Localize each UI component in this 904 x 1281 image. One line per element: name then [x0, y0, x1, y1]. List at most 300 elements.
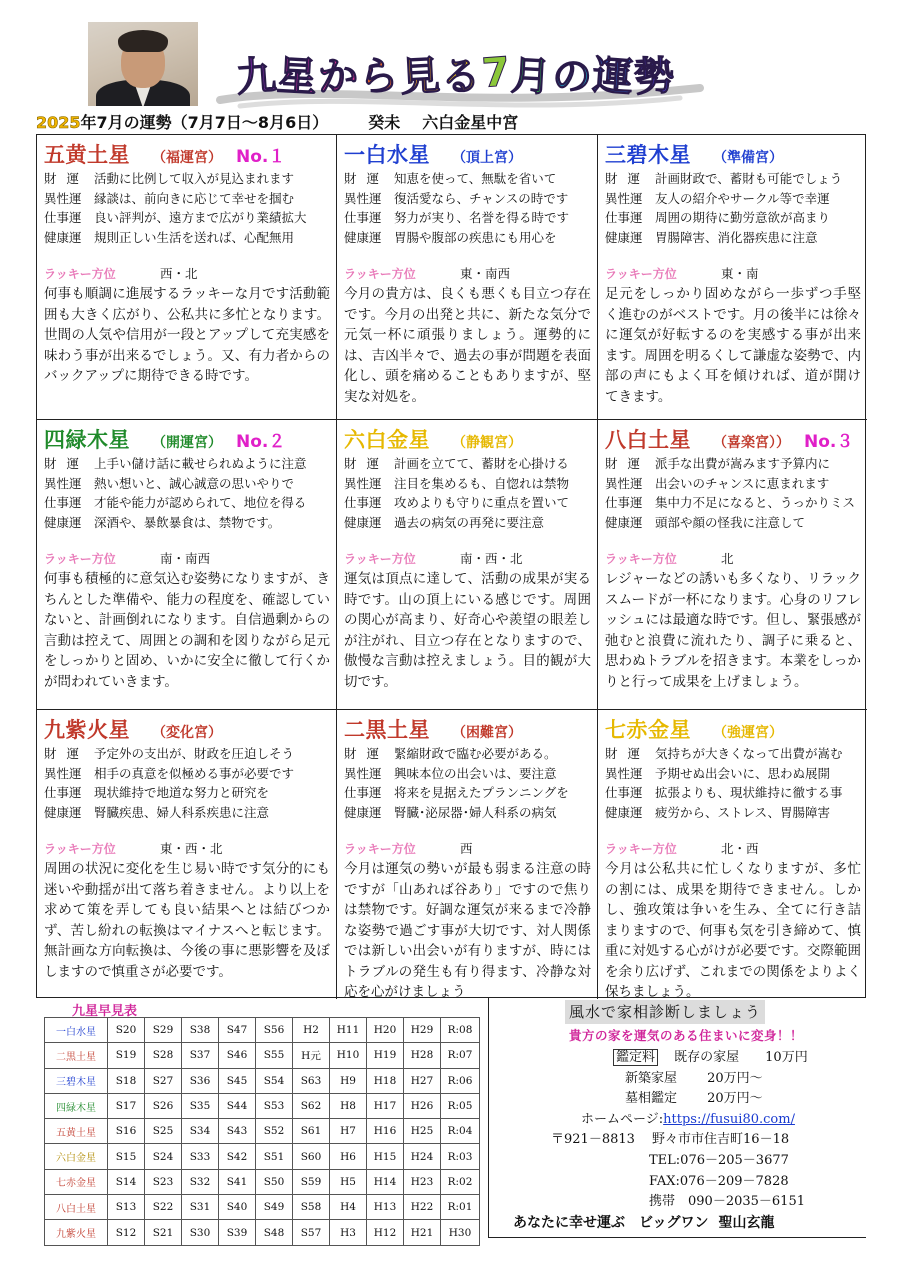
table-cell: H24	[404, 1144, 441, 1169]
fortune-value: 計画財政で、蓄財も可能でしょう	[655, 171, 843, 186]
table-cell: S57	[293, 1220, 330, 1245]
fortune-line	[44, 764, 330, 784]
fortune-line	[605, 189, 861, 209]
table-cell: S59	[293, 1169, 330, 1194]
fortune-value: 頭部や顔の怪我に注意して	[655, 514, 806, 530]
fortune-line	[44, 744, 330, 764]
fortune-value: 計画を立てて、蓄財を心掛ける	[394, 456, 569, 471]
advert-footer	[513, 1212, 774, 1232]
table-cell: S60	[293, 1144, 330, 1169]
table-star-name: 六白金星	[45, 1144, 108, 1169]
table-row	[45, 1068, 480, 1093]
fortune-key: 異性運	[44, 475, 82, 491]
lucky-direction-label: ラッキー方位	[44, 842, 116, 856]
fortune-value: 良い評判が、遠方まで広がり業績拡大	[94, 210, 307, 225]
fortune-value: 周囲の期待に勤労意欲が高まり	[655, 210, 831, 225]
fortune-key: 健康運	[605, 804, 643, 820]
table-cell: H27	[404, 1068, 441, 1093]
fortune-value: 胃腸障害、消化器疾患に注意	[655, 229, 818, 245]
fortune-value: 予定外の支出が、財政を圧迫しそう	[94, 746, 295, 761]
lucky-direction-label: ラッキー方位	[344, 842, 416, 856]
table-cell: H6	[330, 1144, 367, 1169]
title-char: 7	[480, 49, 513, 97]
table-cell: R:06	[441, 1068, 480, 1093]
table-cell: H21	[404, 1220, 441, 1245]
table-star-name: 一白水星	[45, 1018, 108, 1043]
title-char: る	[440, 52, 483, 101]
advert-box	[488, 998, 866, 1238]
table-cell: H26	[404, 1093, 441, 1118]
star-cell	[598, 135, 867, 420]
table-cell: S46	[219, 1043, 256, 1068]
table-cell: R:03	[441, 1144, 480, 1169]
table-cell: S63	[293, 1068, 330, 1093]
quick-table-title: 九星早見表	[72, 1004, 138, 1019]
table-cell: H11	[330, 1018, 367, 1043]
table-cell: R:04	[441, 1119, 480, 1144]
table-cell: H5	[330, 1169, 367, 1194]
table-star-name: 七赤金星	[45, 1169, 108, 1194]
fortune-key: 仕事運	[44, 495, 82, 510]
fortune-value: 攻めよりも守りに重点を置いて	[394, 495, 570, 510]
fortune-key: 異性運	[605, 765, 643, 781]
table-row	[45, 1043, 480, 1068]
star-description: 運気は頂点に達して、活動の成果が実る時です。山の頂上にいる感じです。周囲の関心が高まり、好奇心や羨望の眼差しが注がれ、目立つ存在となりますので、傲慢な言動は控えましょう。目的観が大切です。	[344, 571, 591, 690]
fortune-grid	[36, 134, 866, 998]
homepage-label: ホームページ:	[581, 1112, 664, 1127]
table-cell: H10	[330, 1043, 367, 1068]
fortune-value: 将来を見据えたプランニングを	[394, 785, 569, 800]
star-description: 今月は公私共に忙しくなりますが、多忙の割には、成果を期待できません。しかし、強攻策は争いを生み、全てに行き詰まりますので、何事も気を引き締めて、慎重に対処する心がけが必要です。交際範囲を余り広げず、これまでの関係をよりよく保ちましょう。	[605, 861, 861, 999]
table-star-name: 三碧木星	[45, 1068, 108, 1093]
subtitle-period: 年7月の運勢（7月7日～8月6日）	[80, 113, 329, 132]
fortune-key: 異性運	[344, 475, 382, 491]
fortune-value: 胃腸や腹部の疾患にも用心を	[394, 229, 557, 245]
fortune-key: 財運	[605, 746, 651, 761]
table-cell: S43	[219, 1119, 256, 1144]
fortune-key: 仕事運	[605, 495, 643, 510]
fax: FAX:076－209－7828	[649, 1174, 789, 1189]
table-cell: R:05	[441, 1093, 480, 1118]
star-cell	[37, 710, 337, 999]
lucky-direction-row	[344, 264, 591, 284]
fortune-key: 財運	[344, 171, 390, 186]
quick-table	[44, 1017, 480, 1246]
star-header	[344, 714, 591, 744]
address: 〒921－8813 野々市市住吉町16－18	[551, 1132, 790, 1147]
fortune-value: 腎臓疾患、婦人科系疾患に注意	[94, 804, 270, 820]
table-cell: H23	[404, 1169, 441, 1194]
table-cell: S61	[293, 1119, 330, 1144]
fortune-key: 健康運	[44, 514, 82, 530]
table-cell: S52	[256, 1119, 293, 1144]
subtitle-bar	[36, 110, 866, 134]
star-name: 九紫火星	[44, 718, 130, 742]
lucky-direction-row	[605, 264, 861, 284]
fortune-line	[344, 228, 591, 248]
table-cell: S41	[219, 1169, 256, 1194]
table-cell: S19	[108, 1043, 145, 1068]
table-cell: S18	[108, 1068, 145, 1093]
table-cell: S53	[256, 1093, 293, 1118]
fortune-value: 復活愛なら、チャンスの時です	[394, 190, 569, 206]
fortune-value: 活動に比例して収入が見込まれます	[94, 171, 295, 186]
fortune-line	[605, 783, 861, 803]
table-cell: H29	[404, 1018, 441, 1043]
table-cell: S62	[293, 1093, 330, 1118]
star-header	[44, 714, 330, 744]
fortune-key: 仕事運	[344, 785, 382, 800]
fortune-line	[44, 228, 330, 248]
lucky-direction-row	[605, 549, 861, 569]
star-palace: （頂上宮）	[452, 150, 522, 166]
fortune-line	[605, 454, 861, 474]
fortune-line	[44, 169, 330, 189]
fortune-value: 集中力不足になると、うっかりミス	[655, 495, 856, 510]
fee-row-existing	[613, 1046, 808, 1065]
table-cell: S49	[256, 1195, 293, 1220]
tel: TEL:076－205－3677	[649, 1153, 789, 1168]
table-cell: H18	[367, 1068, 404, 1093]
fortune-key: 仕事運	[605, 785, 643, 800]
fortune-line	[344, 208, 591, 228]
fortune-key: 仕事運	[605, 210, 643, 225]
table-cell: S35	[182, 1093, 219, 1118]
star-description: 今月の貴方は、良くも悪くも目立つ存在です。今月の出発と共に、新たな気分で元気一杯に頑張りましょう。運勢的には、吉凶半々で、過去の事が問題を表面化し、頭を痛めることもありますが、堅実な対処を。	[344, 286, 591, 405]
fortune-key: 健康運	[44, 229, 82, 245]
fortune-key: 仕事運	[44, 785, 82, 800]
fortune-value: 疲労から、ストレス、胃腸障害	[655, 804, 831, 820]
lucky-direction-label: ラッキー方位	[344, 267, 416, 281]
lucky-direction-row	[344, 549, 591, 569]
fortune-value: 過去の病気の再発に要注意	[394, 514, 545, 530]
table-cell: H30	[441, 1220, 480, 1245]
table-cell: H22	[404, 1195, 441, 1220]
table-cell: S26	[145, 1093, 182, 1118]
lucky-direction-row	[44, 264, 330, 284]
star-name: 六白金星	[344, 428, 430, 452]
star-description: 今月は運気の勢いが最も弱まる注意の時ですが「山あれば谷あり」ですので焦りは禁物です。好調な運気が来るまで冷静な姿勢で過ごす事が大切です、対人関係では新しい出会いが有りますが、時にはトラブルの発生も有り得ます、冷静な対応を心がけましょう	[344, 861, 591, 999]
fortune-value: 深酒や、暴飲暴食は、禁物です。	[94, 514, 281, 530]
title-char: か	[317, 52, 360, 101]
fortune-value: 注目を集めるも、自惚れは禁物	[394, 475, 570, 491]
star-name: 八白土星	[605, 428, 691, 452]
fortune-value: 規則正しい生活を送れば、心配無用	[94, 229, 295, 245]
table-cell: S48	[256, 1220, 293, 1245]
table-cell: H2	[293, 1018, 330, 1043]
lucky-direction-row	[605, 839, 861, 859]
table-cell: H8	[330, 1093, 367, 1118]
table-cell: S23	[145, 1169, 182, 1194]
star-cell	[37, 420, 337, 710]
fortune-key: 健康運	[605, 229, 643, 245]
star-name: 三碧木星	[605, 143, 691, 167]
fortune-value: 友人の紹介やサークル等で幸運	[655, 190, 830, 206]
star-name: 四緑木星	[44, 428, 130, 452]
advert-slogan: 貴方の家を運気のある住まいに変身！！	[569, 1028, 804, 1043]
subtitle-year: 2025	[36, 113, 81, 132]
fortune-key: 仕事運	[344, 495, 382, 510]
table-cell: S17	[108, 1093, 145, 1118]
star-name: 五黄土星	[44, 143, 130, 167]
fortune-value: 熱い想いと、誠心誠意の思いやりで	[94, 475, 295, 491]
fortune-value: 努力が実り、名誉を得る時です	[394, 210, 570, 225]
fortune-value: 派手な出費が嵩みます予算内に	[655, 456, 831, 471]
title-char: 九	[234, 52, 279, 101]
star-rank: No.１	[236, 147, 286, 167]
fee-grave: 墓相鑑定 20万円～	[625, 1091, 763, 1106]
table-cell: S56	[256, 1018, 293, 1043]
lucky-direction-label: ラッキー方位	[605, 267, 677, 281]
fortune-value: 知恵を使って、無駄を省いて	[394, 171, 557, 186]
table-cell: R:01	[441, 1195, 480, 1220]
star-header	[605, 714, 861, 744]
fortune-line	[344, 474, 591, 494]
title-char: 月	[509, 52, 553, 101]
fortune-value: 興味本位の出会いは、要注意	[394, 765, 557, 781]
table-cell: S15	[108, 1144, 145, 1169]
star-name: 七赤金星	[605, 718, 691, 742]
table-row	[45, 1018, 480, 1043]
table-cell: S39	[219, 1220, 256, 1245]
table-row	[45, 1220, 480, 1245]
star-cell	[337, 135, 598, 420]
fortune-line	[44, 474, 330, 494]
fee-existing: 既存の家屋 10万円	[674, 1050, 808, 1065]
star-description: 足元をしっかり固めながら一歩ずつ手堅く進むのがベストです。月の後半には徐々に運気が好転するのを実感する事が出来ます。周囲を明るくして謙虚な姿勢で、内部の声にもよく耳を傾ければ、道が開けてきます。	[605, 286, 861, 405]
fortune-line	[344, 764, 591, 784]
table-cell: S36	[182, 1068, 219, 1093]
fortune-key: 財運	[344, 456, 390, 471]
fortune-line	[605, 764, 861, 784]
fortune-key: 財運	[344, 746, 390, 761]
table-cell: S37	[182, 1043, 219, 1068]
table-cell: H14	[367, 1169, 404, 1194]
table-cell: H9	[330, 1068, 367, 1093]
star-palace: （困難宮）	[452, 725, 522, 741]
footer-name: 聖山玄龍	[718, 1215, 775, 1231]
star-rank: No.３	[804, 432, 854, 452]
fortune-key: 健康運	[605, 514, 643, 530]
fortune-key: 健康運	[44, 804, 82, 820]
table-cell: H20	[367, 1018, 404, 1043]
fortune-line	[44, 454, 330, 474]
table-cell: H19	[367, 1043, 404, 1068]
fortune-line	[344, 493, 591, 513]
table-star-name: 二黒土星	[45, 1043, 108, 1068]
table-cell: H13	[367, 1195, 404, 1220]
title-char: 勢	[632, 52, 677, 101]
star-palace: （喜楽宮））	[713, 435, 790, 451]
fee-label: 鑑定料	[613, 1049, 658, 1066]
lucky-direction-label: ラッキー方位	[344, 552, 416, 566]
table-cell: S21	[145, 1220, 182, 1245]
star-description: 何事も順調に進展するラッキーな月です活動範囲も大きく広がり、公私共に多忙となります。世間の人気や信用が一段とアップして充実感を味わう事が出来るでしょう。又、有力者からのバックアップに期待できる時です。	[44, 286, 330, 384]
table-cell: S14	[108, 1169, 145, 1194]
fortune-line	[605, 493, 861, 513]
table-cell: S27	[145, 1068, 182, 1093]
fortune-key: 異性運	[44, 765, 82, 781]
fortune-key: 異性運	[605, 190, 643, 206]
page-title	[236, 40, 716, 106]
fortune-value: 出会いのチャンスに恵まれます	[655, 475, 830, 491]
lucky-direction-value: 北・西	[721, 841, 759, 856]
table-star-name: 四緑木星	[45, 1093, 108, 1118]
fortune-key: 健康運	[344, 229, 382, 245]
title-char: 星	[275, 52, 319, 101]
homepage-row	[581, 1108, 795, 1127]
subtitle-center-star: 六白金星中宮	[422, 113, 519, 132]
subtitle-kanshi: 癸未	[368, 113, 401, 132]
table-cell: S54	[256, 1068, 293, 1093]
fortune-line	[44, 783, 330, 803]
fortune-line	[605, 513, 861, 533]
lucky-direction-row	[344, 839, 591, 859]
title-char: 見	[399, 52, 443, 101]
table-cell: S31	[182, 1195, 219, 1220]
fortune-key: 異性運	[605, 475, 643, 491]
star-cell	[598, 710, 867, 999]
fortune-line	[44, 493, 330, 513]
fortune-line	[44, 513, 330, 533]
fortune-line	[344, 744, 591, 764]
star-header	[44, 424, 330, 454]
table-cell: S16	[108, 1119, 145, 1144]
fortune-line	[344, 454, 591, 474]
table-cell: S28	[145, 1043, 182, 1068]
title-char: の	[551, 52, 594, 101]
table-cell: S24	[145, 1144, 182, 1169]
advert-headline: 風水で家相診断しましょう	[565, 1000, 765, 1024]
title-char: ら	[357, 52, 402, 101]
table-star-name: 五黄土星	[45, 1119, 108, 1144]
star-palace: （準備宮）	[713, 150, 783, 166]
lucky-direction-value: 東・西・北	[160, 841, 223, 856]
table-cell: S20	[108, 1018, 145, 1043]
table-row	[45, 1169, 480, 1194]
table-row	[45, 1195, 480, 1220]
table-cell: S47	[219, 1018, 256, 1043]
star-description: 周囲の状況に変化を生じ易い時です気分的にも迷いや動揺が出て落ち着きません。より以上を求めて策を弄しても良い結果へとは結びつかず、苦し紛れの転換はマイナスへと転じます。無計画な方向転換は、今後の事に悪影響を及ぼしますので慎重さが必要です。	[44, 861, 330, 980]
table-cell: S58	[293, 1195, 330, 1220]
fortune-key: 財運	[605, 456, 651, 471]
table-cell: S13	[108, 1195, 145, 1220]
table-row	[45, 1093, 480, 1118]
star-description: 何事も積極的に意気込む姿勢になりますが、きちんとした準備や、能力の程度を、確認していないと、計画倒れになります。自信過剰からの言動は控えて、周囲との調和を図りながら足元をしっかりと固め、いかに安全に徹して行くかが問われていきます。	[44, 571, 330, 690]
fortune-key: 仕事運	[44, 210, 82, 225]
star-cell	[598, 420, 867, 710]
table-cell: S29	[145, 1018, 182, 1043]
table-cell: S51	[256, 1144, 293, 1169]
mobile: 携帯 090－2035－6151	[649, 1194, 805, 1209]
fortune-line	[44, 803, 330, 823]
star-name: 二黒土星	[344, 718, 430, 742]
fortune-value: 才能や能力が認められて、地位を得る	[94, 495, 307, 510]
lucky-direction-label: ラッキー方位	[44, 267, 116, 281]
table-star-name: 九紫火星	[45, 1220, 108, 1245]
star-header	[44, 139, 330, 169]
author-photo	[88, 22, 198, 106]
footer-tagline: あなたに幸せ運ぶ ビッグワン	[513, 1215, 709, 1231]
table-cell: H28	[404, 1043, 441, 1068]
star-header	[344, 139, 591, 169]
fortune-key: 異性運	[344, 190, 382, 206]
fortune-line	[344, 189, 591, 209]
homepage-link[interactable]: https://fusui80.com/	[663, 1112, 795, 1127]
star-cell	[337, 420, 598, 710]
fortune-line	[605, 208, 861, 228]
fortune-value: 縁談は、前向きに応じて幸せを掴む	[94, 190, 295, 206]
table-cell: S22	[145, 1195, 182, 1220]
fortune-key: 異性運	[344, 765, 382, 781]
lucky-direction-value: 東・南西	[460, 266, 511, 281]
star-header	[605, 139, 861, 169]
table-cell: S38	[182, 1018, 219, 1043]
table-cell: H15	[367, 1144, 404, 1169]
table-cell: S32	[182, 1169, 219, 1194]
table-row	[45, 1119, 480, 1144]
fortune-line	[605, 744, 861, 764]
table-cell: R:07	[441, 1043, 480, 1068]
fortune-key: 財運	[44, 746, 90, 761]
lucky-direction-row	[44, 839, 330, 859]
fortune-line	[605, 803, 861, 823]
fortune-line	[605, 474, 861, 494]
star-description: レジャーなどの誘いも多くなり、リラックスムードが一杯になります。心身のリフレッシュには最適な時です。但し、緊張感が弛むと浪費に流れたり、調子に乗ると、思わぬトラブルを招きます。本業をしっかりと行って成果を上げましょう。	[605, 571, 861, 690]
lucky-direction-value: 西	[460, 841, 473, 856]
table-cell: S33	[182, 1144, 219, 1169]
fortune-value: 緊縮財政で臨む必要がある。	[394, 746, 557, 761]
lucky-direction-value: 西・北	[160, 266, 198, 281]
fortune-line	[44, 208, 330, 228]
star-cell	[337, 710, 598, 999]
fortune-key: 財運	[44, 171, 90, 186]
table-cell: H17	[367, 1093, 404, 1118]
fortune-key: 財運	[44, 456, 90, 471]
star-palace: （福運宮）	[152, 150, 222, 166]
lucky-direction-label: ラッキー方位	[605, 552, 677, 566]
fortune-value: 腎臓･泌尿器･婦人科系の病気	[394, 804, 557, 820]
fortune-line	[344, 783, 591, 803]
table-cell: S50	[256, 1169, 293, 1194]
fortune-line	[344, 169, 591, 189]
table-cell: S44	[219, 1093, 256, 1118]
star-palace: （強運宮）	[713, 725, 783, 741]
table-cell: H4	[330, 1195, 367, 1220]
table-cell: H7	[330, 1119, 367, 1144]
star-header	[605, 424, 861, 454]
fortune-value: 現状維持で地道な努力と研究を	[94, 785, 270, 800]
lucky-direction-label: ラッキー方位	[44, 552, 116, 566]
fee-new: 新築家屋 20万円～	[625, 1071, 763, 1086]
fortune-key: 異性運	[44, 190, 82, 206]
star-palace: （静観宮）	[452, 435, 522, 451]
fortune-line	[344, 513, 591, 533]
table-cell: S55	[256, 1043, 293, 1068]
table-cell: S42	[219, 1144, 256, 1169]
table-cell: H25	[404, 1119, 441, 1144]
table-cell: R:02	[441, 1169, 480, 1194]
table-cell: H元	[293, 1043, 330, 1068]
fortune-value: 相手の真意を似極める事が必要です	[94, 765, 295, 781]
table-row	[45, 1144, 480, 1169]
fortune-key: 健康運	[344, 804, 382, 820]
table-cell: S34	[182, 1119, 219, 1144]
table-star-name: 八白土星	[45, 1195, 108, 1220]
title-char: 運	[591, 52, 636, 101]
table-cell: S30	[182, 1220, 219, 1245]
photo-hair	[118, 30, 168, 52]
